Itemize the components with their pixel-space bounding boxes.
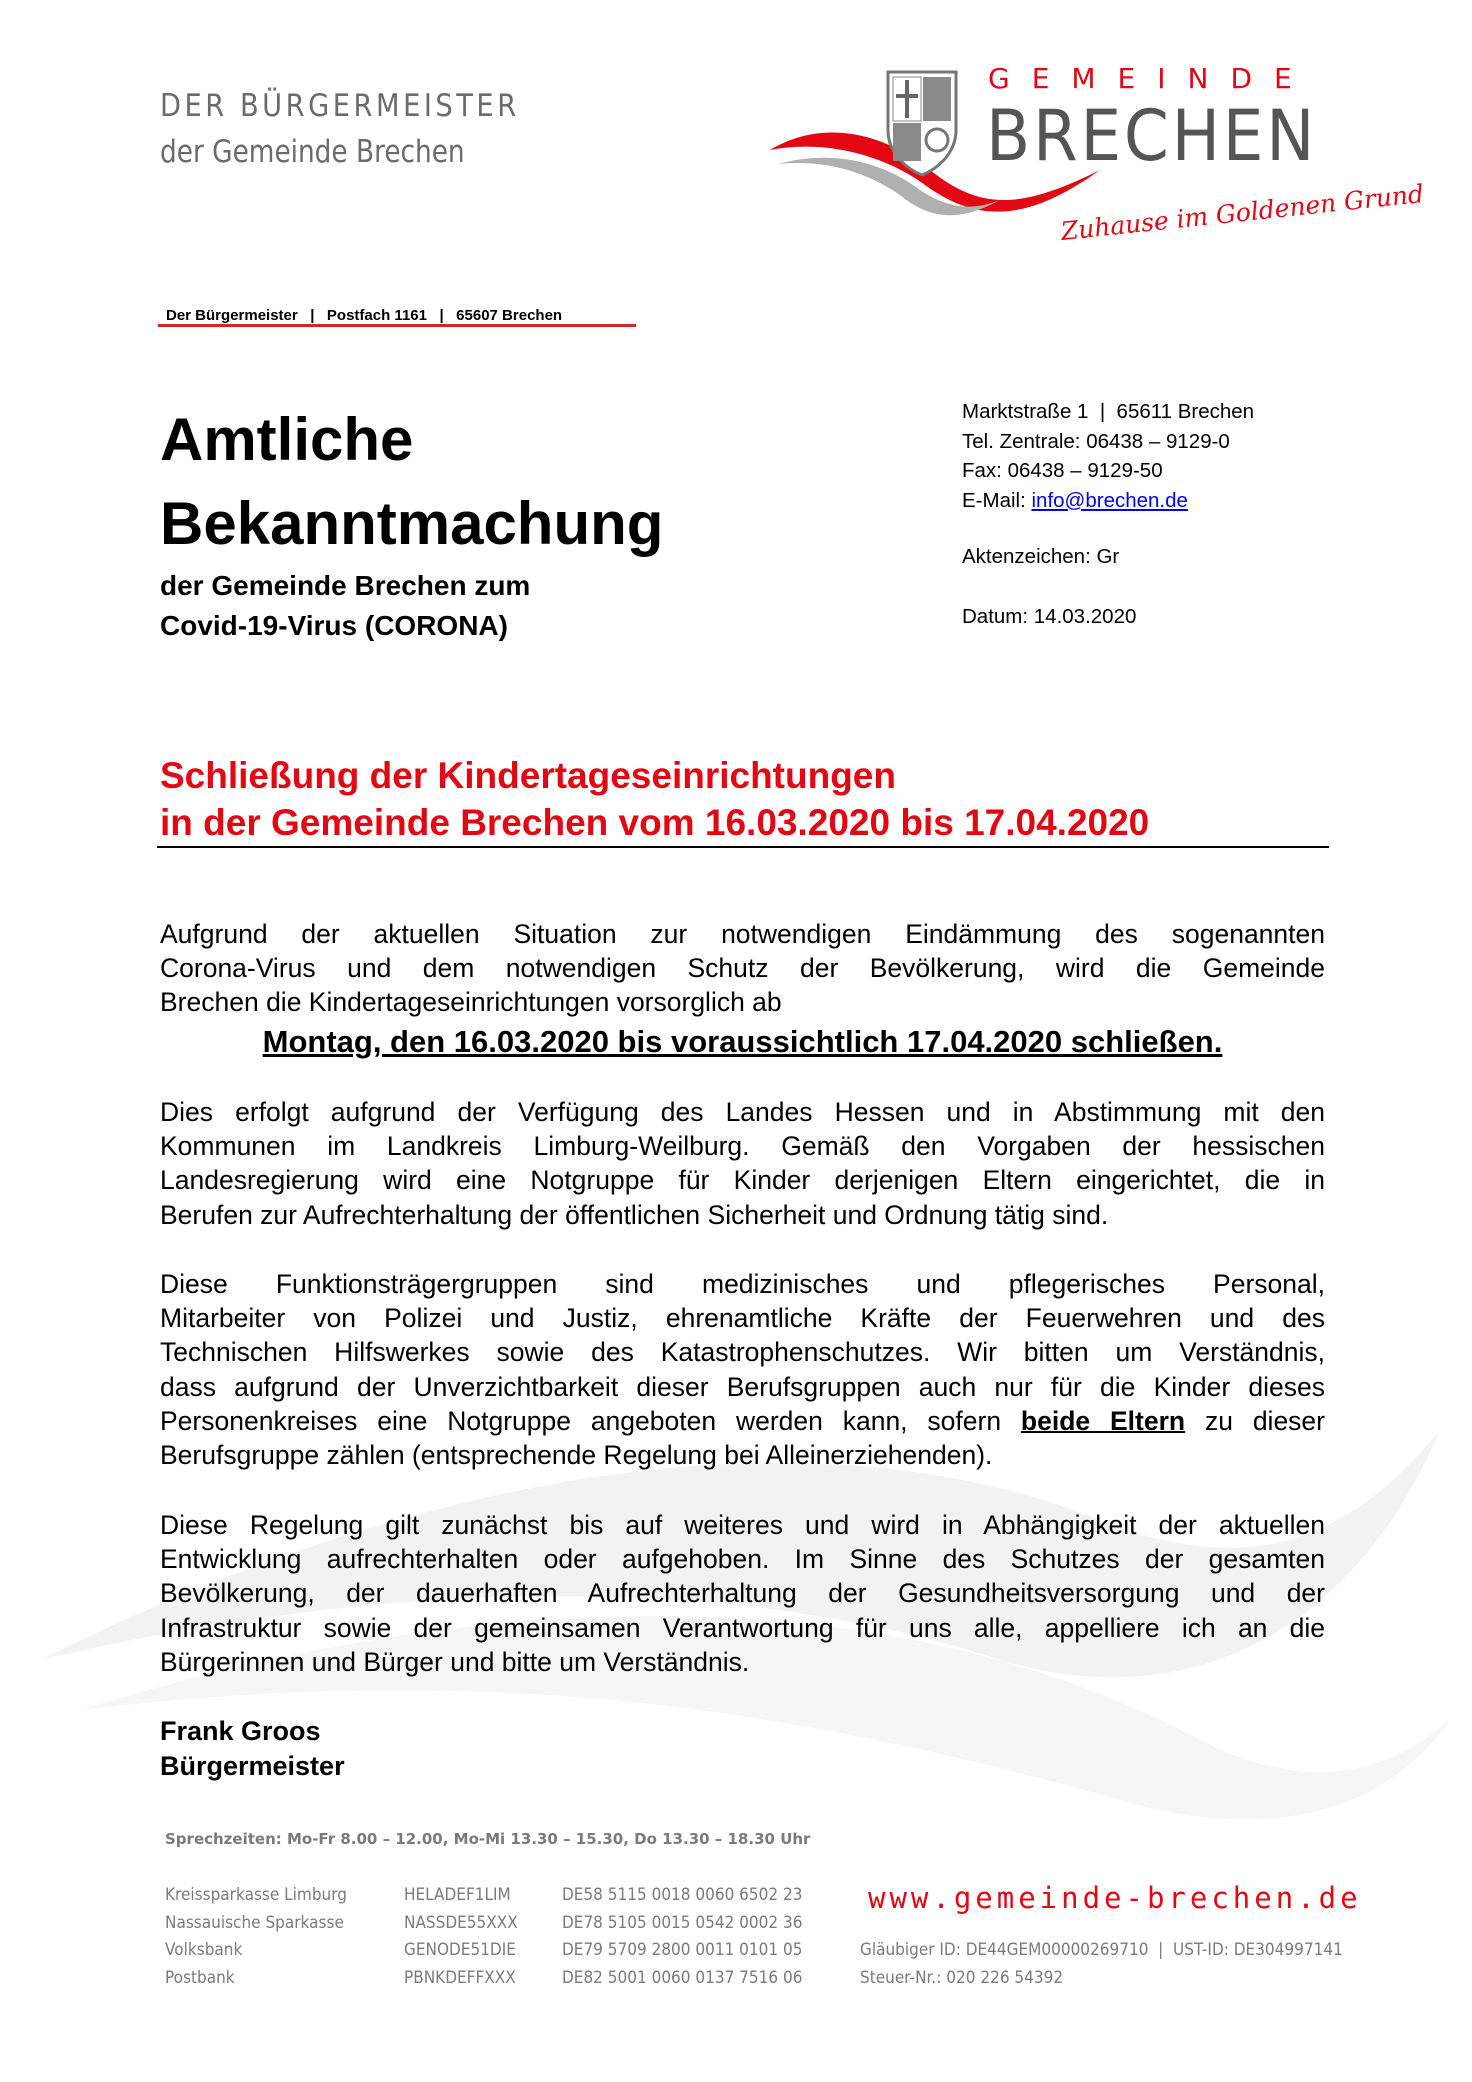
brechen-logo (760, 60, 1426, 260)
text-line: Kommunen im Landkreis Limburg-Weilburg. Gemäß den Vorgaben der hessischen (160, 1131, 1325, 1162)
subtitle-line-1: der Gemeinde Brechen zum (160, 570, 531, 601)
bank-name: Nassauische Sparkasse (165, 1913, 344, 1933)
bank-name: Volksbank (165, 1940, 243, 1960)
bank-name: Postbank (165, 1968, 235, 1988)
bank-bic: PBNKDEFFXXX (404, 1968, 516, 1988)
email-link[interactable]: info@brechen.de (1031, 488, 1188, 512)
text-line (160, 1404, 1325, 1438)
text-line: Mitarbeiter von Polizei und Justiz, ehrenamtliche Kräfte der Feuerwehren und des (160, 1303, 1325, 1334)
heading-line-2: in der Gemeinde Brechen vom 16.03.2020 bis 17.04.2020 (160, 802, 1150, 843)
contact-block (962, 397, 1254, 515)
text-segment: zu dieser (1185, 1405, 1325, 1436)
bank-iban: DE82 5001 0060 0137 7516 06 (562, 1968, 803, 1988)
text-line: Corona-Virus und dem notwendigen Schutz der Bevölkerung, wird die Gemeinde (160, 953, 1325, 984)
text-line: Entwicklung aufrechterhalten oder aufgehoben. Im Sinne des Schutzes der gesamten (160, 1544, 1325, 1575)
signature (160, 1714, 345, 1784)
bank-bic: NASSDE55XXX (404, 1913, 518, 1933)
text-line: Dies erfolgt aufgrund der Verfügung des Landes Hessen und in Abstimmung mit den (160, 1097, 1325, 1127)
paragraph-1 (160, 917, 1325, 1020)
text-line: Technischen Hilfswerkes sowie des Katastrophenschutzes. Wir bitten um Verständnis, (160, 1337, 1325, 1368)
logo-tagline: Zuhause im Goldenen Grund (1059, 179, 1426, 246)
text-line: Brechen die Kindertageseinrichtungen vorsorglich ab (160, 987, 782, 1018)
paragraph-3 (160, 1267, 1325, 1472)
email-label: E-Mail: (962, 488, 1032, 512)
bank-iban: DE79 5709 2800 0011 0101 05 (562, 1940, 803, 1960)
text-line: dass aufgrund der Unverzichtbarkeit dieser Berufsgruppen auch nur für die Kinder dieses (160, 1371, 1325, 1402)
page-title (160, 398, 663, 566)
tax-id: Steuer-Nr.: 020 226 54392 (860, 1968, 1064, 1988)
fax: Fax: 06438 – 9129-50 (962, 459, 1163, 482)
email-row (962, 486, 1254, 516)
closure-dates: Montag, den 16.03.2020 bis voraussichtlich 17.04.2020 schließen. (262, 1024, 1223, 1059)
subtitle-line-2: Covid-19-Virus (CORONA) (160, 610, 508, 641)
creditor-id: Gläubiger ID: DE44GEM00000269710 | UST-ID: DE304997141 (860, 1940, 1343, 1960)
both-parents-emphasis: beide Eltern (1020, 1405, 1186, 1436)
date: Datum: 14.03.2020 (962, 605, 1137, 628)
text-line: Infrastruktur sowie der gemeinsamen Verantwortung für uns alle, appelliere ich an die (160, 1612, 1325, 1643)
text-line: Aufgrund der aktuellen Situation zur notwendigen Eindämmung des sogenannten (160, 919, 1325, 949)
sender-underline (158, 324, 636, 327)
text-line: Bevölkerung, der dauerhaften Aufrechterhaltung der Gesundheitsversorgung und der (160, 1578, 1325, 1609)
signatory-role: Bürgermeister (160, 1751, 345, 1781)
text-line: Berufsgruppe zählen (entsprechende Regelung bei Alleinerziehenden). (160, 1439, 993, 1470)
bank-bic: GENODE51DIE (404, 1940, 516, 1960)
text-segment: Personenkreises eine Notgruppe angeboten werden kann, sofern (160, 1405, 1021, 1436)
address: Marktstraße 1 | 65611 Brechen (962, 400, 1255, 423)
page-subtitle (160, 566, 530, 646)
logo-gemeinde: GEMEINDE (988, 62, 1314, 95)
text-line: Diese Funktionsträgergruppen sind medizinisches und pflegerisches Personal, (160, 1269, 1325, 1299)
announcement-heading (160, 752, 1149, 846)
phone: Tel. Zentrale: 06438 – 9129-0 (962, 429, 1230, 453)
bank-iban: DE58 5115 0018 0060 6502 23 (562, 1885, 803, 1905)
heading-line-1: Schließung der Kindertageseinrichtungen (160, 755, 896, 796)
reference: Aktenzeichen: Gr (962, 545, 1120, 568)
paragraph-4 (160, 1508, 1325, 1679)
bank-iban: DE78 5105 0015 0542 0002 36 (562, 1913, 803, 1933)
municipality-subheading: der Gemeinde Brechen (160, 134, 465, 170)
text-line: Diese Regelung gilt zunächst bis auf weiteres und wird in Abhängigkeit der aktuellen (160, 1510, 1325, 1540)
bank-name: Kreissparkasse Limburg (165, 1885, 347, 1905)
website-link[interactable]: www.gemeinde-brechen.de (868, 1881, 1362, 1915)
sender-line: Der Bürgermeister | Postfach 1161 | 65607 Brechen (166, 307, 563, 324)
bank-bic: HELADEF1LIM (404, 1885, 511, 1905)
text-line: Bürgerinnen und Bürger und bitte um Verständnis. (160, 1646, 750, 1677)
logo-brechen: BRECHEN (986, 95, 1318, 177)
mayor-heading: DER BÜRGERMEISTER (160, 88, 520, 124)
text-line: Landesregierung wird eine Notgruppe für Kinder derjenigen Eltern eingerichtet, die in (160, 1165, 1325, 1196)
title-line-1: Amtliche (160, 406, 414, 473)
office-hours: Sprechzeiten: Mo-Fr 8.00 – 12.00, Mo-Mi 13.30 – 15.30, Do 13.30 – 18.30 Uhr (165, 1830, 811, 1848)
signatory-name: Frank Groos (160, 1716, 321, 1746)
heading-rule (157, 846, 1329, 848)
paragraph-2 (160, 1095, 1325, 1232)
title-line-2: Bekanntmachung (160, 490, 664, 557)
text-line: Berufen zur Aufrechterhaltung der öffentlichen Sicherheit und Ordnung tätig sind. (160, 1199, 1109, 1230)
